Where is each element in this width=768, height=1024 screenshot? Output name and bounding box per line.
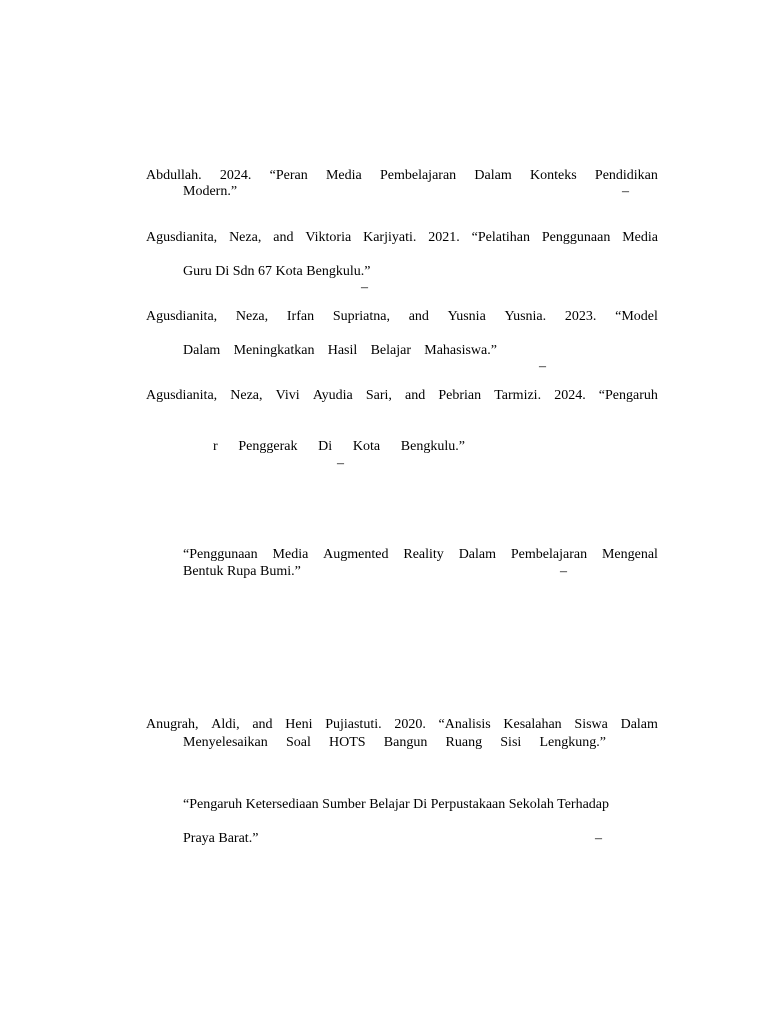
- word: Neza,: [230, 388, 263, 403]
- ref-agusdianita-2024-line1: [146, 387, 658, 404]
- word: Ruang: [445, 735, 483, 750]
- word: Sari,: [365, 388, 392, 403]
- word: Kota: [352, 439, 381, 454]
- word: Kesalahan: [503, 717, 562, 732]
- word: Menyelesaikan: [183, 735, 268, 750]
- word: Agusdianita,: [146, 230, 218, 245]
- word: “Penggunaan: [183, 547, 258, 562]
- word: Media: [325, 168, 362, 183]
- ref-anugrah-2020-line2: [183, 734, 606, 751]
- ref-agusdianita-2023-line2: [183, 342, 497, 359]
- ref-penggunaan-ar-line1: [183, 546, 658, 563]
- ref-abdullah-line1: [146, 167, 658, 184]
- word: and: [273, 230, 294, 245]
- word: Di: [318, 439, 333, 454]
- word: Anugrah,: [146, 717, 199, 732]
- word: Agusdianita,: [146, 309, 218, 324]
- word: and: [252, 717, 273, 732]
- word: Lengkung.”: [539, 735, 606, 750]
- word: Hasil: [327, 343, 358, 358]
- word: Dalam: [620, 717, 658, 732]
- ref-penggunaan-ar-line2: Bentuk Rupa Bumi.”: [183, 564, 301, 579]
- ref-pengaruh-ketersediaan-dash: –: [595, 831, 602, 846]
- word: Penggerak: [238, 439, 298, 454]
- word: Pujiastuti.: [325, 717, 382, 732]
- word: “Pengaruh: [598, 388, 658, 403]
- word: Yusnia.: [504, 309, 547, 324]
- word: Yusnia: [447, 309, 486, 324]
- word: Bangun: [383, 735, 428, 750]
- word: Mengenal: [601, 547, 658, 562]
- word: Soal: [285, 735, 311, 750]
- word: Penggunaan: [541, 230, 611, 245]
- word: Augmented: [323, 547, 389, 562]
- word: Belajar: [370, 343, 411, 358]
- ref-agusdianita-2024-dash: –: [337, 456, 344, 471]
- word: Dalam: [183, 343, 221, 358]
- ref-agusdianita-2021-dash: –: [361, 280, 368, 295]
- word: Neza,: [229, 230, 262, 245]
- word: Supriatna,: [332, 309, 390, 324]
- ref-agusdianita-2023-line1: [146, 308, 658, 325]
- word: “Analisis: [438, 717, 491, 732]
- word: Ayudia: [312, 388, 353, 403]
- ref-pengaruh-ketersediaan-line2: Praya Barat.”: [183, 831, 259, 846]
- word: Tarmizi.: [494, 388, 542, 403]
- ref-anugrah-2020-line1: [146, 716, 658, 733]
- word: Pembelajaran: [379, 168, 457, 183]
- word: Konteks: [529, 168, 577, 183]
- word: 2024.: [554, 388, 586, 403]
- word: Siswa: [574, 717, 608, 732]
- word: Meningkatkan: [233, 343, 315, 358]
- ref-abdullah-line2: Modern.”: [183, 184, 238, 199]
- word: r: [213, 439, 218, 454]
- word: Dalam: [458, 547, 497, 562]
- word: Pebrian: [438, 388, 482, 403]
- ref-agusdianita-2021-line2: Guru Di Sdn 67 Kota Bengkulu.”: [183, 264, 371, 279]
- word: 2021.: [428, 230, 460, 245]
- word: 2023.: [564, 309, 597, 324]
- ref-agusdianita-2023-dash: –: [539, 359, 546, 374]
- word: Pembelajaran: [510, 547, 588, 562]
- ref-agusdianita-2021-line1: [146, 229, 658, 246]
- word: Sisi: [500, 735, 522, 750]
- word: “Model: [615, 309, 658, 324]
- word: Reality: [403, 547, 444, 562]
- word: Irfan: [286, 309, 315, 324]
- word: HOTS: [329, 735, 366, 750]
- word: 2020.: [394, 717, 426, 732]
- word: Dalam: [474, 168, 512, 183]
- word: Media: [622, 230, 658, 245]
- word: Neza,: [235, 309, 269, 324]
- ref-agusdianita-2024-line2: [213, 438, 465, 455]
- word: Pendidikan: [594, 168, 658, 183]
- word: “Peran: [269, 168, 308, 183]
- word: Heni: [285, 717, 313, 732]
- ref-abdullah-dash: –: [622, 184, 629, 199]
- word: Agusdianita,: [146, 388, 218, 403]
- word: Vivi: [275, 388, 300, 403]
- ref-pengaruh-ketersediaan-line1: “Pengaruh Ketersediaan Sumber Belajar Di Perpustakaan Sekolah Terhadap: [183, 797, 610, 812]
- word: and: [408, 309, 429, 324]
- word: Media: [272, 547, 309, 562]
- ref-penggunaan-ar-dash: –: [560, 564, 567, 579]
- word: Karjiyati.: [363, 230, 417, 245]
- word: and: [405, 388, 426, 403]
- word: Mahasiswa.”: [424, 343, 497, 358]
- word: “Pelatihan: [471, 230, 530, 245]
- word: Aldi,: [211, 717, 240, 732]
- word: Abdullah.: [146, 168, 202, 183]
- word: Bengkulu.”: [400, 439, 465, 454]
- word: 2024.: [219, 168, 252, 183]
- word: Viktoria: [305, 230, 352, 245]
